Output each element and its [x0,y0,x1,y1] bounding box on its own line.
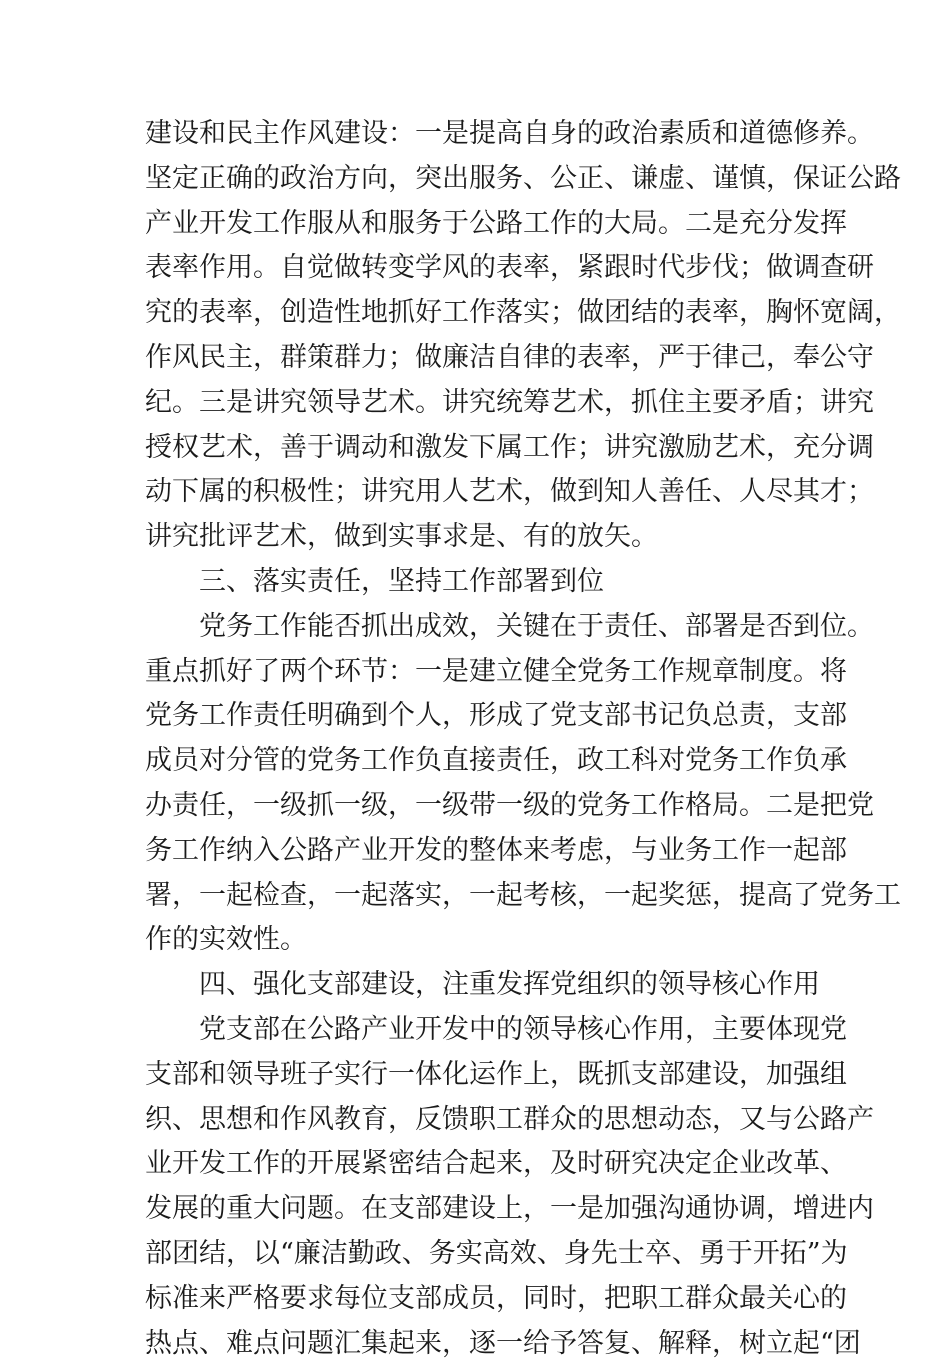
text-line: 业开发工作的开展紧密结合起来，及时研究决定企业改革、 [145,1148,847,1180]
text-line: 表率作用。自觉做转变学风的表率，紧跟时代步伐；做调查研 [145,252,874,284]
text-line: 党务工作责任明确到个人，形成了党支部书记负总责，支部 [145,700,847,732]
text-line: 重点抓好了两个环节：一是建立健全党务工作规章制度。将 [145,655,847,687]
text-line: 纪。三是讲究领导艺术。讲究统筹艺术，抓住主要矛盾；讲究 [145,386,874,418]
text-line: 党务工作能否抓出成效，关键在于责任、部署是否到位。 [199,610,874,642]
text-line: 热点、难点问题汇集起来，逐一给予答复、解释，树立起“团 [145,1327,861,1359]
text-line: 办责任，一级抓一级，一级带一级的党务工作格局。二是把党 [145,789,874,821]
text-line: 产业开发工作服从和服务于公路工作的大局。二是充分发挥 [145,207,847,239]
text-line: 动下属的积极性；讲究用人艺术，做到知人善任、人尽其才； [145,476,874,508]
text-line: 标准来严格要求每位支部成员，同时，把职工群众最关心的 [145,1282,847,1314]
text-line: 务工作纳入公路产业开发的整体来考虑，与业务工作一起部 [145,834,847,866]
text-line: 作的实效性。 [145,924,307,956]
text-line: 成员对分管的党务工作负直接责任，政工科对党务工作负承 [145,745,847,777]
document-body [145,112,901,1366]
text-line: 讲究批评艺术，做到实事求是、有的放矢。 [145,521,658,553]
text-line: 党支部在公路产业开发中的领导核心作用，主要体现党 [199,1013,847,1045]
text-line: 授权艺术，善于调动和激发下属工作；讲究激励艺术，充分调 [145,431,874,463]
section-heading: 四、强化支部建设，注重发挥党组织的领导核心作用 [199,969,820,1001]
text-line: 发展的重大问题。在支部建设上，一是加强沟通协调，增进内 [145,1193,874,1225]
text-line: 建设和民主作风建设：一是提高自身的政治素质和道德修养。 [145,118,874,149]
text-line: 坚定正确的政治方向，突出服务、公正、谦虚、谨慎，保证公路 [145,162,901,194]
text-line: 支部和领导班子实行一体化运作上，既抓支部建设，加强组 [145,1058,847,1090]
text-line: 究的表率，创造性地抓好工作落实；做团结的表率，胸怀宽阔， [145,297,901,329]
text-line: 署，一起检查，一起落实，一起考核，一起奖惩，提高了党务工 [145,879,901,911]
text-line: 织、思想和作风教育，反馈职工群众的思想动态，又与公路产 [145,1103,874,1135]
section-heading: 三、落实责任，坚持工作部署到位 [199,565,604,597]
text-line: 部团结，以“廉洁勤政、务实高效、身先士卒、勇于开拓”为 [145,1237,848,1269]
text-line: 作风民主，群策群力；做廉洁自律的表率，严于律己，奉公守 [145,341,874,373]
